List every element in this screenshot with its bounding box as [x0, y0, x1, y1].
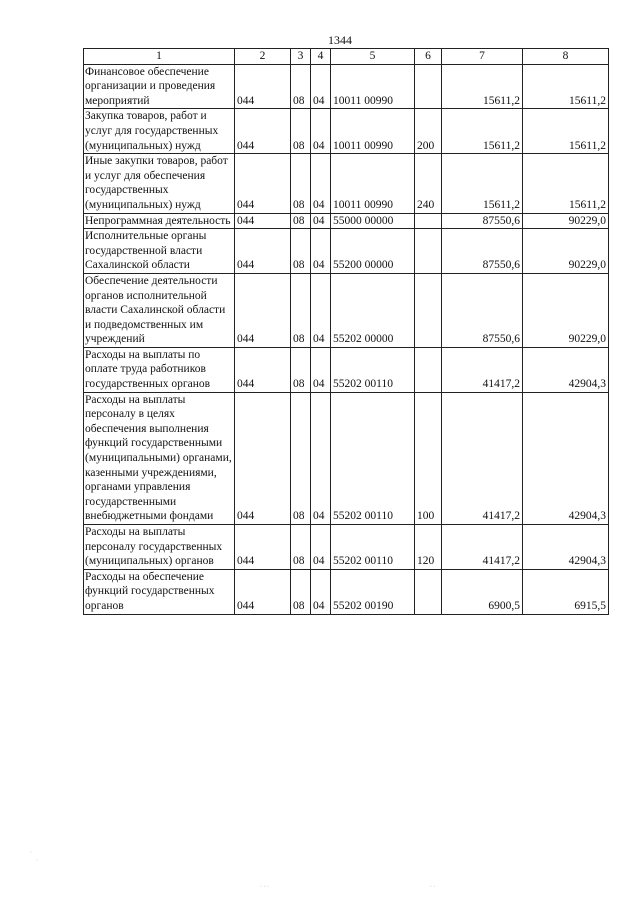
target-article-code: 10011 00990: [331, 64, 415, 109]
subsection-code: 04: [311, 569, 331, 614]
table-row: [84, 347, 609, 392]
section-code: 08: [291, 213, 311, 229]
column-header-6: 6: [415, 49, 442, 65]
table-row: [84, 569, 609, 614]
table-row: [84, 392, 609, 524]
expense-type-code: 100: [415, 392, 442, 524]
amount-year-2: 15611,2: [523, 109, 609, 154]
column-header-5: 5: [331, 49, 415, 65]
subsection-code: 04: [311, 229, 331, 274]
amount-year-2: 6915,5: [523, 569, 609, 614]
column-header-8: 8: [523, 49, 609, 65]
expense-type-code: 120: [415, 525, 442, 570]
table-row: [84, 154, 609, 213]
expense-name: Расходы на обеспечение функций государственных органов: [84, 569, 235, 614]
table-header-row: [84, 49, 609, 65]
amount-year-1: 15611,2: [442, 109, 523, 154]
admin-code: 044: [235, 347, 291, 392]
subsection-code: 04: [311, 109, 331, 154]
section-code: 08: [291, 229, 311, 274]
subsection-code: 04: [311, 525, 331, 570]
target-article-code: 55200 00000: [331, 229, 415, 274]
target-article-code: 55202 00000: [331, 273, 415, 347]
column-header-3: 3: [291, 49, 311, 65]
admin-code: 044: [235, 213, 291, 229]
section-code: 08: [291, 392, 311, 524]
subsection-code: 04: [311, 273, 331, 347]
amount-year-1: 87550,6: [442, 273, 523, 347]
scan-artifact: ·: [36, 858, 38, 864]
table-row: [84, 64, 609, 109]
target-article-code: 55000 00000: [331, 213, 415, 229]
subsection-code: 04: [311, 154, 331, 213]
expense-type-code: [415, 273, 442, 347]
column-header-2: 2: [235, 49, 291, 65]
subsection-code: 04: [311, 213, 331, 229]
amount-year-1: 41417,2: [442, 347, 523, 392]
section-code: 08: [291, 273, 311, 347]
subsection-code: 04: [311, 347, 331, 392]
table-row: [84, 525, 609, 570]
amount-year-2: 42904,3: [523, 392, 609, 524]
expense-type-code: [415, 569, 442, 614]
expense-type-code: 240: [415, 154, 442, 213]
section-code: 08: [291, 525, 311, 570]
amount-year-2: 42904,3: [523, 525, 609, 570]
scan-artifact: · · ·: [260, 884, 269, 890]
amount-year-1: 41417,2: [442, 392, 523, 524]
amount-year-1: 41417,2: [442, 525, 523, 570]
amount-year-2: 15611,2: [523, 64, 609, 109]
expense-name: Исполнительные органы государственной власти Сахалинской области: [84, 229, 235, 274]
target-article-code: 10011 00990: [331, 109, 415, 154]
table-row: [84, 109, 609, 154]
target-article-code: 55202 00190: [331, 569, 415, 614]
budget-table: [83, 48, 609, 615]
column-header-7: 7: [442, 49, 523, 65]
expense-type-code: [415, 229, 442, 274]
admin-code: 044: [235, 109, 291, 154]
column-header-1: 1: [84, 49, 235, 65]
expense-name: Непрограммная деятельность: [84, 213, 235, 229]
expense-name: Обеспечение деятельности органов исполнительной власти Сахалинской области и подведомственных им учреждений: [84, 273, 235, 347]
table-row: [84, 213, 609, 229]
amount-year-2: 42904,3: [523, 347, 609, 392]
target-article-code: 55202 00110: [331, 525, 415, 570]
amount-year-2: 90229,0: [523, 213, 609, 229]
admin-code: 044: [235, 569, 291, 614]
expense-name: Расходы на выплаты персоналу государственных (муниципальных) органов: [84, 525, 235, 570]
scan-artifact: ·: [30, 850, 32, 856]
subsection-code: 04: [311, 64, 331, 109]
amount-year-2: 90229,0: [523, 273, 609, 347]
section-code: 08: [291, 64, 311, 109]
column-header-4: 4: [311, 49, 331, 65]
scan-artifact: · ·: [430, 884, 436, 890]
expense-type-code: [415, 213, 442, 229]
expense-name: Расходы на выплаты персоналу в целях обеспечения выполнения функций государственными (муниципальными) органами, казенными учреждениями, органами управления государственными внебюджетными фондами: [84, 392, 235, 524]
admin-code: 044: [235, 154, 291, 213]
amount-year-1: 87550,6: [442, 213, 523, 229]
subsection-code: 04: [311, 392, 331, 524]
amount-year-1: 6900,5: [442, 569, 523, 614]
section-code: 08: [291, 154, 311, 213]
admin-code: 044: [235, 64, 291, 109]
admin-code: 044: [235, 273, 291, 347]
expense-name: Финансовое обеспечение организации и проведения мероприятий: [84, 64, 235, 109]
section-code: 08: [291, 347, 311, 392]
amount-year-1: 15611,2: [442, 154, 523, 213]
target-article-code: 55202 00110: [331, 347, 415, 392]
expense-name: Расходы на выплаты по оплате труда работников государственных органов: [84, 347, 235, 392]
expense-type-code: [415, 347, 442, 392]
table-row: [84, 229, 609, 274]
amount-year-1: 15611,2: [442, 64, 523, 109]
expense-name: Иные закупки товаров, работ и услуг для обеспечения государственных (муниципальных) нужд: [84, 154, 235, 213]
amount-year-2: 90229,0: [523, 229, 609, 274]
target-article-code: 55202 00110: [331, 392, 415, 524]
admin-code: 044: [235, 525, 291, 570]
page-number: 1344: [328, 33, 352, 47]
section-code: 08: [291, 109, 311, 154]
amount-year-1: 87550,6: [442, 229, 523, 274]
table-row: [84, 273, 609, 347]
expense-type-code: [415, 64, 442, 109]
expense-name: Закупка товаров, работ и услуг для государственных (муниципальных) нужд: [84, 109, 235, 154]
target-article-code: 10011 00990: [331, 154, 415, 213]
admin-code: 044: [235, 392, 291, 524]
expense-type-code: 200: [415, 109, 442, 154]
admin-code: 044: [235, 229, 291, 274]
section-code: 08: [291, 569, 311, 614]
amount-year-2: 15611,2: [523, 154, 609, 213]
